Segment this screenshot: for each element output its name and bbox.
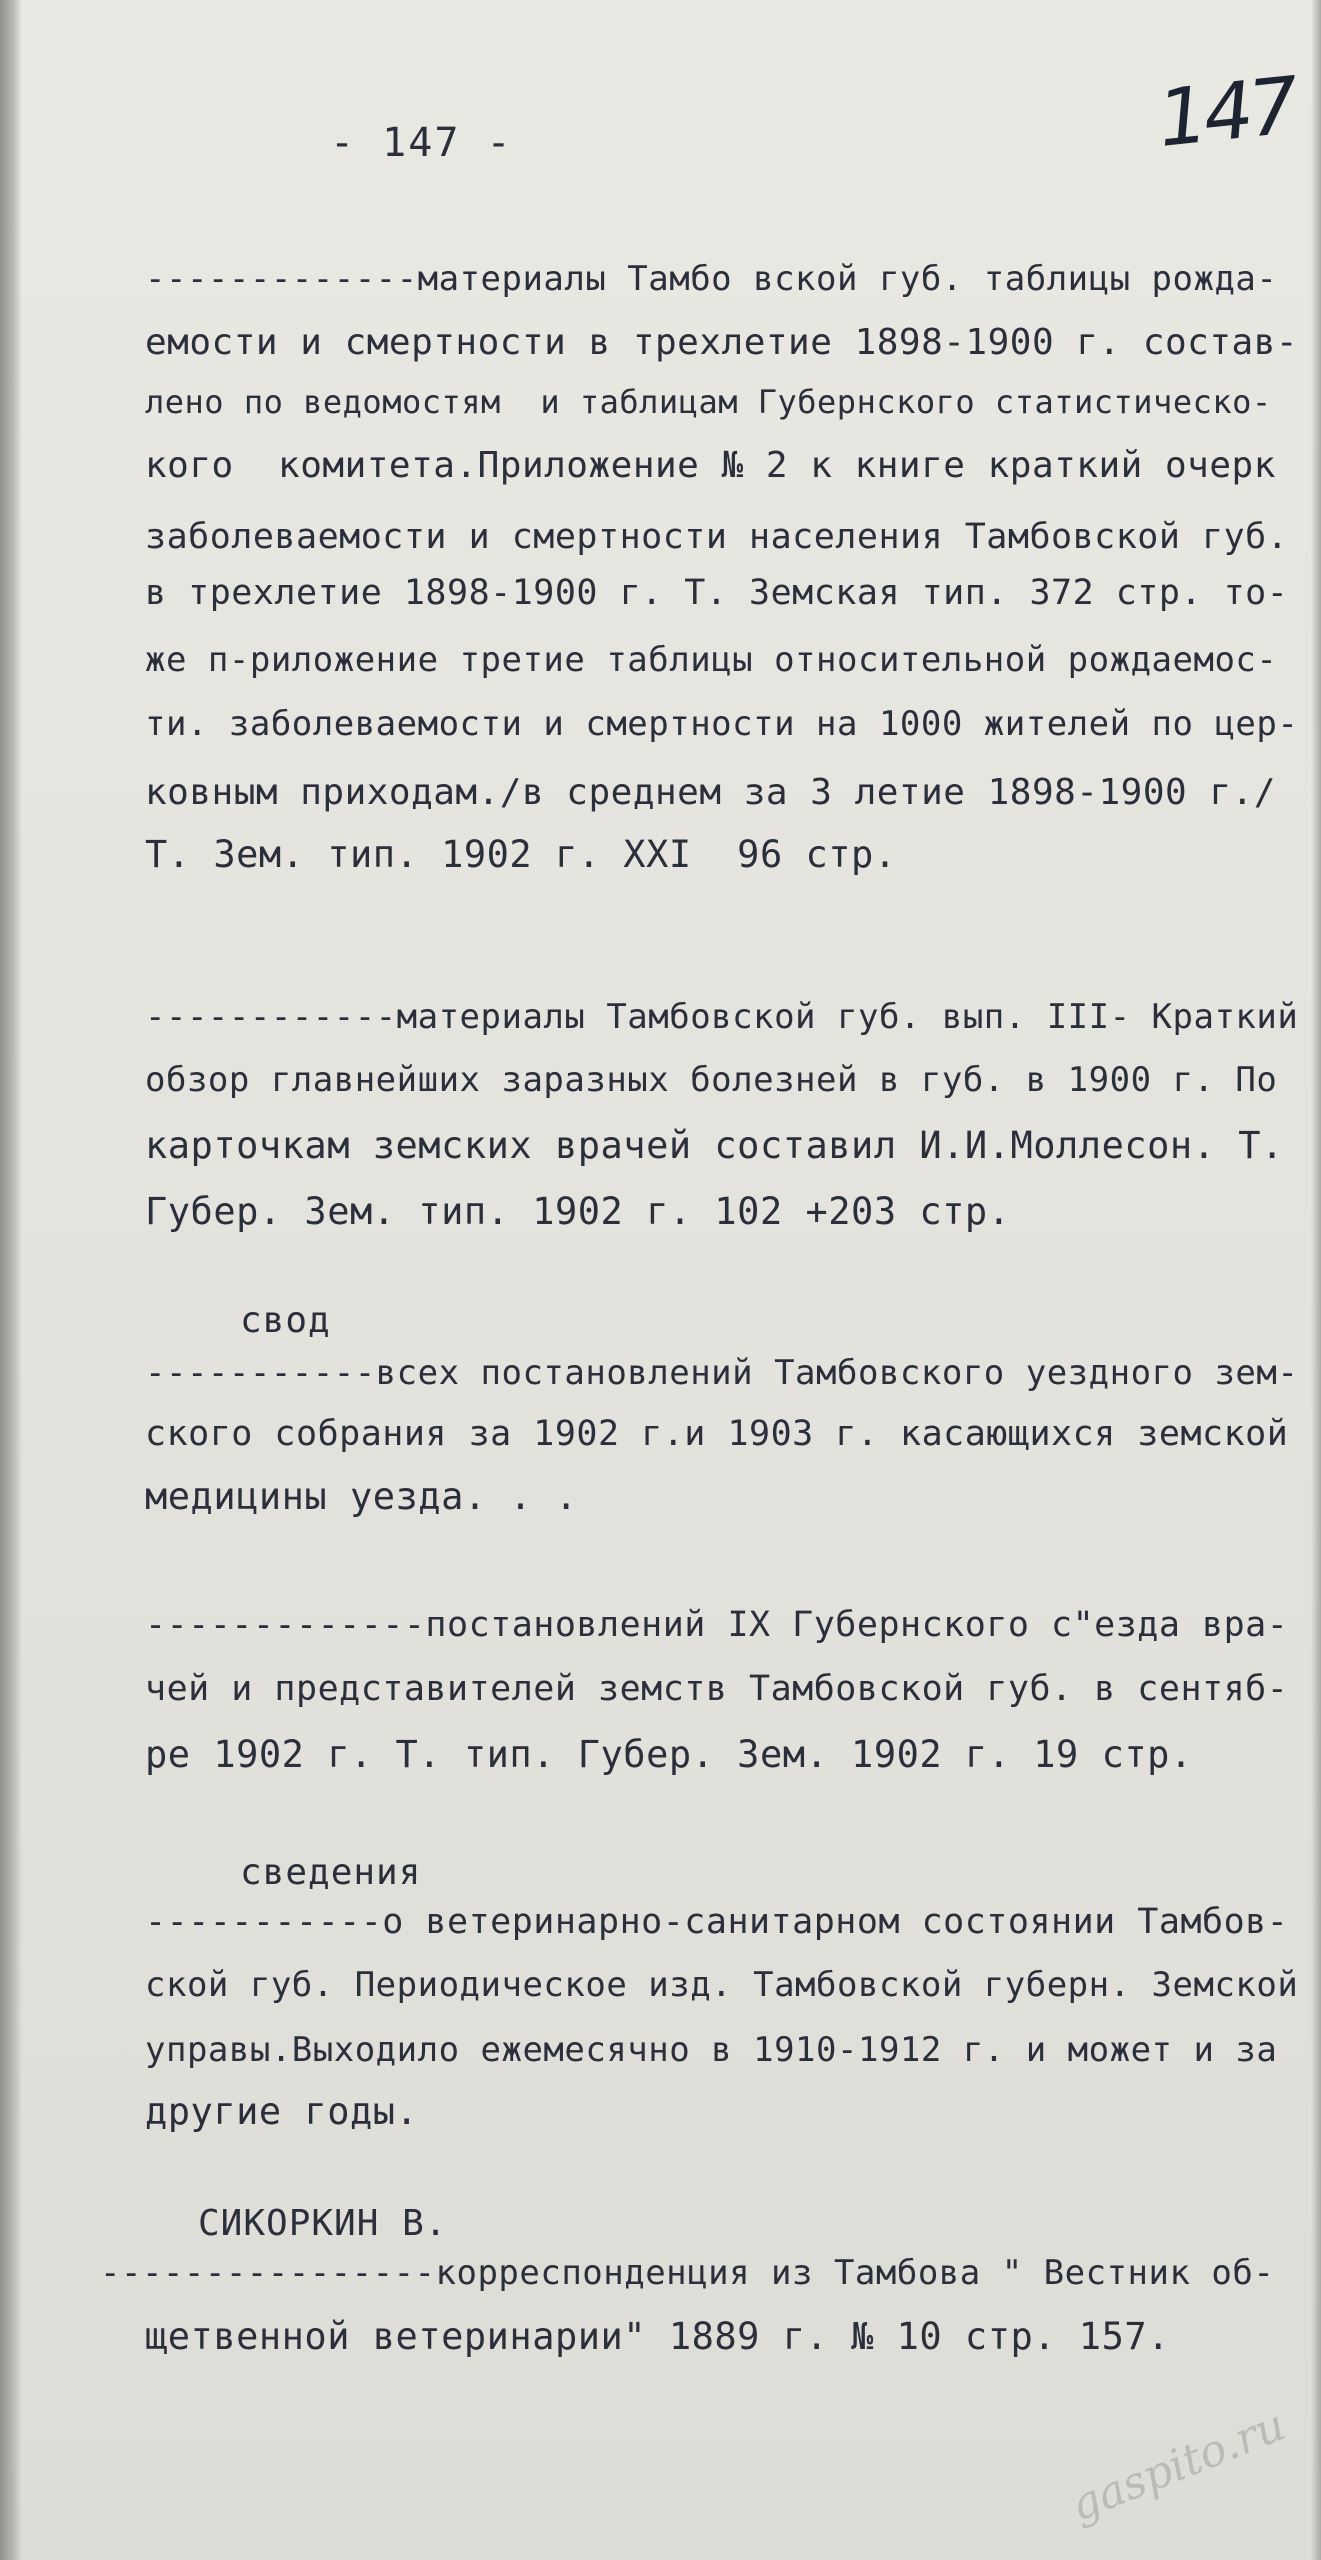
- entry-line: ского собрания за 1902 г.и 1903 г. касающихся земской: [145, 1414, 1289, 1454]
- entry-heading: сведения: [240, 1852, 422, 1893]
- entry-line: обзор главнейших заразных болезней в губ. в 1900 г. По: [145, 1060, 1278, 1100]
- handwritten-page-number: 147: [1153, 61, 1300, 165]
- page-fold-shadow: [0, 0, 22, 2560]
- entry-line: управы.Выходило ежемесячно в 1910-1912 г. и может и за: [145, 2030, 1278, 2070]
- entry-line: ти. заболеваемости и смертности на 1000 жителей по цер-: [145, 704, 1299, 744]
- entry-line: -----------о ветеринарно-санитарном состоянии Тамбов-: [145, 1902, 1289, 1942]
- watermark: gaspito.ru: [1063, 2399, 1293, 2532]
- entry-line: в трехлетие 1898-1900 г. Т. Земская тип. 372 стр. то-: [145, 573, 1289, 613]
- entry-line: -------------материалы Тамбо вской губ. таблицы рожда-: [145, 259, 1278, 299]
- entry-line: Губер. Зем. тип. 1902 г. 102 +203 стр.: [145, 1190, 1011, 1233]
- entry-line: -----------всех постановлений Тамбовского уездного зем-: [145, 1353, 1299, 1393]
- entry-line: Т. Зем. тип. 1902 г. XXI 96 стр.: [145, 833, 897, 876]
- typed-page-number: - 147 -: [330, 120, 513, 166]
- entry-line: -------------постановлений IX Губернского с"езда вра-: [145, 1605, 1289, 1645]
- page-edge-shadow: [1311, 0, 1321, 2560]
- entry-line: ------------материалы Тамбовской губ. вып. III- Краткий: [145, 997, 1299, 1037]
- entry-line: кого комитета.Приложение № 2 к книге краткий очерк: [145, 445, 1276, 486]
- entry-line: же п-риложение третие таблицы относительной рождаемос-: [145, 640, 1278, 680]
- entry-line: щетвенной ветеринарии" 1889 г. № 10 стр. 157.: [145, 2315, 1170, 2358]
- entry-line: чей и представителей земств Тамбовской губ. в сентяб-: [145, 1669, 1289, 1709]
- entry-line: ковным приходам./в среднем за 3 летие 1898-1900 г./: [145, 772, 1276, 813]
- entry-heading: СИКОРКИН В.: [198, 2203, 448, 2244]
- entry-line: ре 1902 г. Т. тип. Губер. Зем. 1902 г. 19 стр.: [145, 1733, 1193, 1776]
- entry-line: емости и смертности в трехлетие 1898-1900 г. состав-: [145, 322, 1299, 363]
- entry-heading: свод: [240, 1300, 331, 1341]
- entry-line: лено по ведомостям и таблицам Губернского статистическо-: [145, 383, 1272, 421]
- entry-line: карточкам земских врачей составил И.И.Моллесон. Т.: [145, 1124, 1284, 1167]
- entry-line: ской губ. Периодическое изд. Тамбовской губерн. Земской: [145, 1965, 1299, 2005]
- entry-line: другие годы.: [145, 2090, 419, 2133]
- entry-line: медицины уезда. . .: [145, 1475, 578, 1518]
- entry-line: заболеваемости и смертности населения Тамбовской губ.: [145, 517, 1289, 557]
- entry-line: ----------------корреспонденция из Тамбова " Вестник об-: [100, 2253, 1275, 2293]
